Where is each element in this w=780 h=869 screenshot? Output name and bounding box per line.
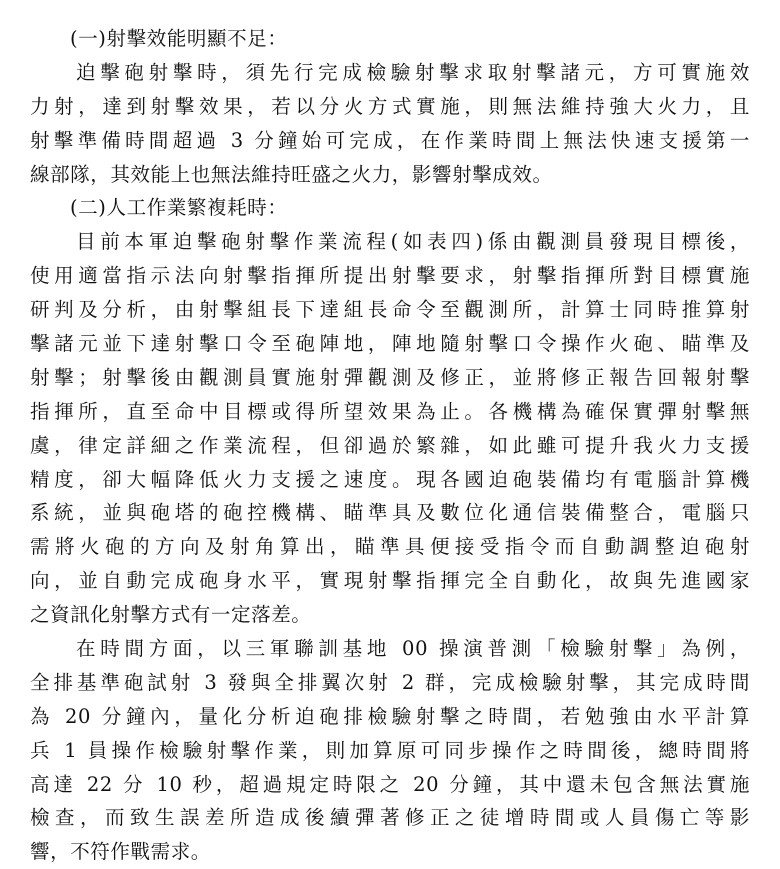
text-line (30, 666, 750, 700)
text-line (30, 56, 750, 90)
text-line (30, 801, 750, 835)
text-line (30, 259, 750, 293)
paragraph-line: 需將火砲的方向及射角算出，瞄準具便接受指令而自動調整迫砲射 (30, 535, 750, 559)
text-line (30, 361, 750, 395)
paragraph-line: 指揮所，直至命中目標或得所望效果為止。各機構為確保實彈射擊無 (30, 399, 750, 423)
text-line (30, 327, 750, 361)
heading-text: (二)人工作業繁複耗時： (70, 196, 288, 220)
paragraph-line: 在時間方面，以三軍聯訓基地 00 操演普測「檢驗射擊」為例， (76, 637, 750, 661)
paragraph-line: 線部隊，其效能上也無法維持旺盛之火力，影響射擊成效。 (30, 162, 553, 186)
text-line (30, 530, 750, 564)
paragraph-line: 射擊準備時間超過 3 分鐘始可完成，在作業時間上無法快速支援第一 (30, 128, 750, 152)
section-heading (30, 191, 750, 225)
text-line (30, 463, 750, 497)
paragraph-line: 虞，律定詳細之作業流程，但卻過於繁雜，如此雖可提升我火力支援 (30, 433, 750, 457)
text-line (30, 158, 750, 192)
document-page (30, 22, 750, 869)
text-line (30, 564, 750, 598)
paragraph-line: 兵 1 員操作檢驗射擊作業，則加算原可同步操作之時間後，總時間將 (30, 738, 750, 762)
text-line (30, 768, 750, 802)
text-line (30, 90, 750, 124)
section-heading (30, 22, 750, 56)
text-line (30, 395, 750, 429)
paragraph-line: 檢查，而致生誤差所造成後續彈著修正之徒增時間或人員傷亡等影 (30, 806, 750, 830)
paragraph-line: 目前本軍迫擊砲射擊作業流程(如表四)係由觀測員發現目標後， (76, 230, 750, 254)
text-line (30, 598, 750, 632)
text-line (30, 700, 750, 734)
paragraph-line: 全排基準砲試射 3 發與全排翼次射 2 群，完成檢驗射擊，其完成時間 (30, 670, 750, 694)
text-line (30, 734, 750, 768)
paragraph-line: 力射，達到射擊效果，若以分火方式實施，則無法維持強大火力，且 (30, 94, 750, 118)
text-line (30, 632, 750, 666)
text-line (30, 496, 750, 530)
paragraph-line: 迫擊砲射擊時，須先行完成檢驗射擊求取射擊諸元，方可實施效 (76, 60, 750, 84)
paragraph-line: 使用適當指示法向射擊指揮所提出射擊要求，射擊指揮所對目標實施 (30, 264, 750, 288)
text-line (30, 293, 750, 327)
text-line (30, 124, 750, 158)
paragraph-line: 精度，卻大幅降低火力支援之速度。現各國迫砲裝備均有電腦計算機 (30, 467, 750, 491)
paragraph-line: 為 20 分鐘內，量化分析迫砲排檢驗射擊之時間，若勉強由水平計算 (30, 704, 750, 728)
paragraph-line: 擊諸元並下達射擊口令至砲陣地，陣地隨射擊口令操作火砲、瞄準及 (30, 332, 750, 356)
paragraph-line: 研判及分析，由射擊組長下達組長命令至觀測所，計算士同時推算射 (30, 298, 750, 322)
paragraph-line: 高達 22 分 10 秒，超過規定時限之 20 分鐘，其中還未包含無法實施 (30, 772, 750, 796)
paragraph-line: 響，不符作戰需求。 (30, 840, 211, 864)
text-line (30, 835, 750, 869)
paragraph-line: 射擊；射擊後由觀測員實施射彈觀測及修正，並將修正報告回報射擊 (30, 365, 750, 389)
paragraph-line: 之資訊化射擊方式有一定落差。 (30, 603, 312, 627)
heading-text: (一)射擊效能明顯不足： (70, 27, 288, 50)
text-line (30, 225, 750, 259)
text-line (30, 429, 750, 463)
paragraph-line: 系統，並與砲塔的砲控機構、瞄準具及數位化通信裝備整合，電腦只 (30, 501, 750, 525)
paragraph-line: 向，並自動完成砲身水平，實現射擊指揮完全自動化，故與先進國家 (30, 569, 750, 593)
